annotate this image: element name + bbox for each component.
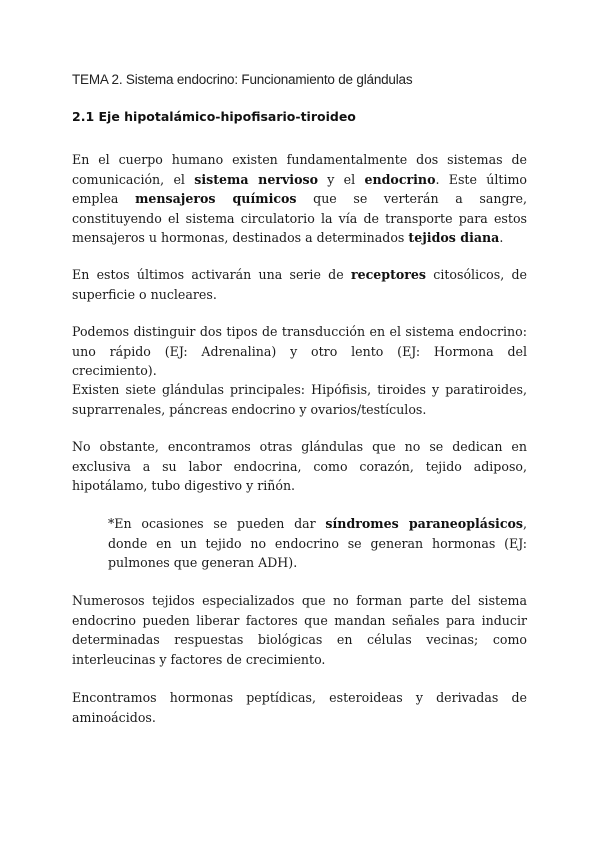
document-title: TEMA 2. Sistema endocrino: Funcionamiento de glándulas <box>72 72 413 87</box>
section-heading: 2.1 Eje hipotalámico-hipofisario-tiroideo <box>72 109 356 124</box>
paragraph-transduction: Podemos distinguir dos tipos de transducción en el sistema endocrino: uno rápido (EJ: Adrenalina) y otro lento (EJ: Hormona del crecimiento). <box>72 324 527 379</box>
paragraph-paraneoplastic-note: *En ocasiones se pueden dar síndromes paraneoplásicos, donde en un tejido no endocrino se generan hormonas (EJ: pulmones que generan ADH). <box>108 516 527 571</box>
paragraph-communication-systems: En el cuerpo humano existen fundamentalmente dos sistemas de comunicación, el sistema nervioso y el endocrino. Este último emplea mensajeros químicos que se verterán a sangre, constituyendo el sistema circulatorio la vía de transporte para estos mensajeros u hormonas, destinados a determinados tejidos diana. <box>72 152 527 246</box>
paragraph-main-glands: Existen siete glándulas principales: Hipófisis, tiroides y paratiroides, suprarrenales, páncreas endocrino y ovarios/testículos. <box>72 382 527 417</box>
paragraph-hormone-types: Encontramos hormonas peptídicas, esteroideas y derivadas de aminoácidos. <box>72 690 527 725</box>
paragraph-receptors: En estos últimos activarán una serie de receptores citosólicos, de superficie o nucleares. <box>72 267 527 302</box>
paragraph-other-glands: No obstante, encontramos otras glándulas que no se dedican en exclusiva a su labor endocrina, como corazón, tejido adiposo, hipotálamo, tubo digestivo y riñón. <box>72 439 527 494</box>
paragraph-specialized-tissues: Numerosos tejidos especializados que no forman parte del sistema endocrino pueden liberar factores que mandan señales para inducir determinadas respuestas biológicas en células vecinas; como interleucinas y factores de crecimiento. <box>72 593 527 667</box>
